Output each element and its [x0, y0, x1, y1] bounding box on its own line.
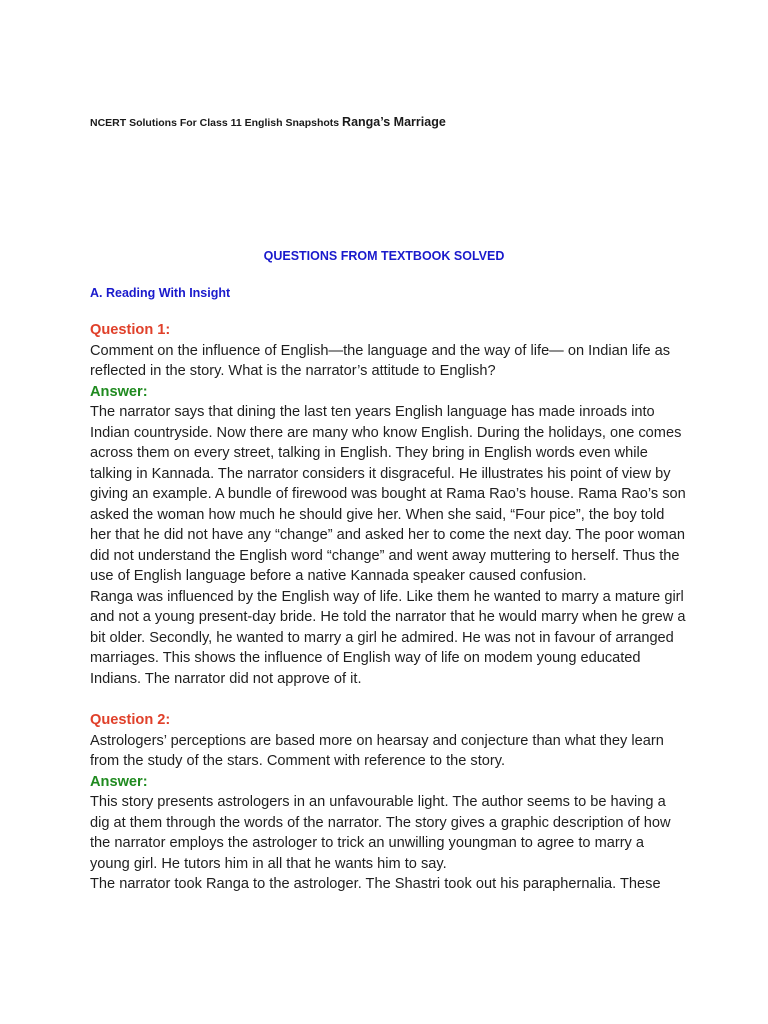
answer-label: Answer:	[90, 773, 148, 790]
document-header	[90, 115, 446, 129]
header-prefix: NCERT Solutions For Class 11 English Snapshots	[90, 117, 343, 129]
subheading: A. Reading With Insight	[90, 286, 231, 300]
question-text: Astrologers’ perceptions are based more on hearsay and conjecture than what they learn from the study of the stars. Comment with reference to the story.	[90, 732, 664, 769]
qa-content	[90, 320, 686, 895]
question-label: Question 2:	[90, 712, 171, 728]
answer-paragraph: The narrator took Ranga to the astrologer. The Shastri took out his paraphernalia. These	[90, 876, 661, 892]
answer-label: Answer:	[90, 383, 148, 400]
question-block-2	[90, 710, 686, 895]
question-label: Question 1:	[90, 322, 171, 338]
answer-paragraph: Ranga was influenced by the English way of life. Like them he wanted to marry a mature girl and not a young present-day bride. He told the narrator that he would marry when he grew a bit older. Secondly, he wanted to marry a girl he admired. He was not in favour of arranged marriages. This shows the influence of English way of life on modem young educated Indians. The narrator did not approve of it.	[90, 588, 686, 687]
spacer	[90, 689, 686, 710]
answer-paragraph: This story presents astrologers in an unfavourable light. The author seems to be having a dig at them through the words of the narrator. The story gives a graphic description of how the narrator employs the astrologer to trick an unwilling youngman to agree to marry a young girl. He tutors him in all that he wants him to say.	[90, 794, 671, 872]
section-title: QUESTIONS FROM TEXTBOOK SOLVED	[263, 249, 505, 263]
answer-paragraph: The narrator says that dining the last ten years English language has made inroads into Indian countryside. Now there are many who know English. During the holidays, one comes across them on every street, talking in English. They bring in English words even while talking in Kannada. The narrator considers it disgraceful. He illustrates his point of view by giving an example. A bundle of firewood was bought at Rama Rao’s house. Rama Rao’s son asked the woman how much he should give her. When she said, “Four pice”, the boy told her that he did not have any “change” and asked her to come the next day. The poor woman did not understand the English word “change” and went away muttering to herself. Thus the use of English language before a native Kannada speaker caused confusion.	[90, 404, 686, 584]
question-block-1	[90, 320, 686, 689]
header-title: Ranga’s Marriage	[342, 115, 446, 129]
question-text: Comment on the influence of English—the language and the way of life— on Indian life as reflected in the story. What is the narrator’s attitude to English?	[90, 342, 671, 379]
